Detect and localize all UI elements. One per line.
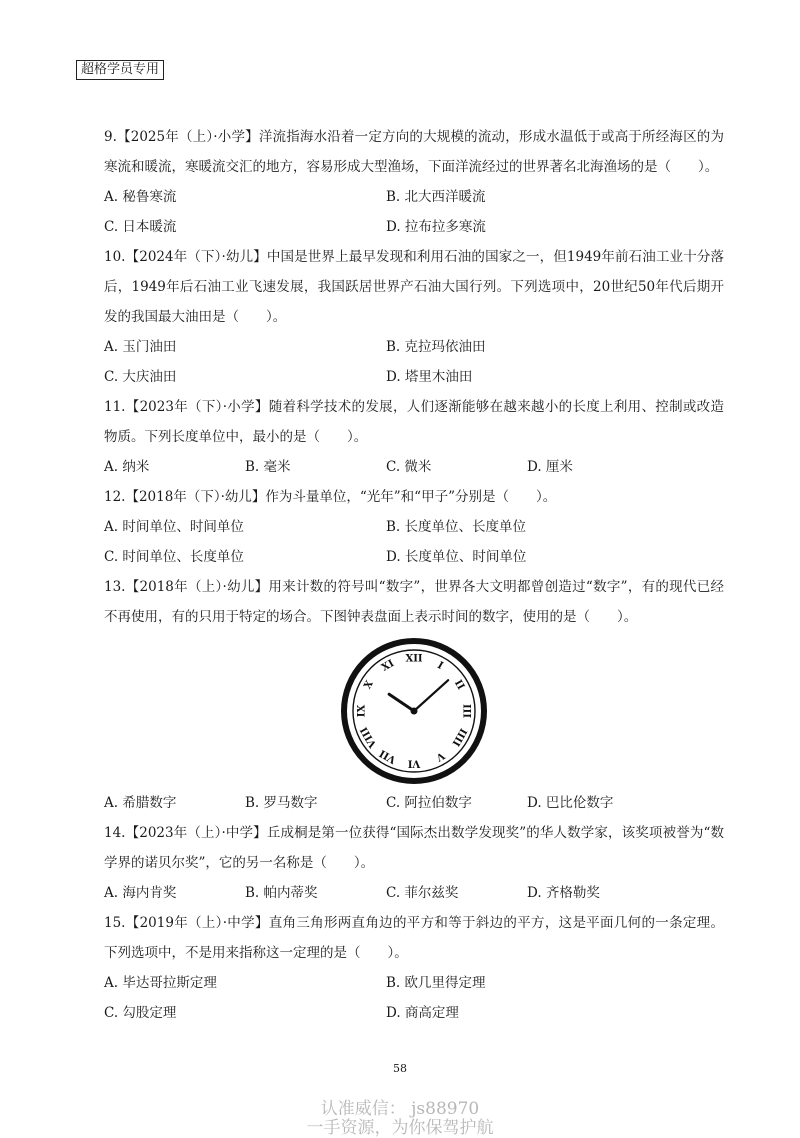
question-12: 12.【2018年（下）·幼儿】作为斗量单位，“光年”和“甲子”分别是（ ）。 (104, 489, 557, 505)
option-10-b: B. 克拉玛依油田 (386, 339, 486, 355)
watermark-line-1: 认准威信： js88970 (320, 1099, 480, 1119)
options-13 (104, 788, 724, 818)
option-11-a: A. 纳米 (104, 459, 150, 475)
option-10-d: D. 塔里木油田 (386, 369, 473, 385)
option-11-c: C. 微米 (386, 459, 432, 475)
option-9-b: B. 北大西洋暖流 (386, 189, 486, 205)
option-13-b: B. 罗马数字 (245, 795, 318, 811)
watermark-line-2: 一手资源，为你保驾护航 (306, 1118, 494, 1138)
options-14 (104, 878, 724, 908)
option-10-a: A. 玉门油田 (104, 339, 177, 355)
option-11-d: D. 厘米 (527, 459, 573, 475)
option-12-d: D. 长度单位、时间单位 (386, 549, 527, 565)
options-15 (104, 968, 724, 1028)
question-list (104, 122, 724, 1028)
options-10 (104, 332, 724, 392)
options-12 (104, 512, 724, 572)
option-12-b: B. 长度单位、长度单位 (386, 519, 527, 535)
clock-numeral: VI (407, 757, 421, 769)
roman-clock-icon (339, 636, 489, 786)
option-13-d: D. 巴比伦数字 (527, 795, 614, 811)
option-9-d: D. 拉布拉多寒流 (386, 219, 486, 235)
option-11-b: B. 毫米 (245, 459, 291, 475)
question-13: 13.【2018年（上）·幼儿】用来计数的符号叫“数字”，世界各大文明都曾创造过“数字”，有的现代已经不再使用，有的只用于特定的场合。下图钟表盘面上表示时间的数字，使用的是（ ）。 (104, 579, 724, 625)
clock-numeral: IX (356, 704, 368, 718)
clock-figure (104, 636, 724, 786)
question-15: 15.【2019年（上）·中学】直角三角形两直角边的平方和等于斜边的平方，这是平面几何的一条定理。下列选项中，不是用来指称这一定理的是（ ）。 (104, 915, 724, 961)
page-number: 58 (393, 1062, 407, 1075)
option-15-b: B. 欧几里得定理 (386, 975, 486, 991)
clock-numeral: X (362, 678, 376, 692)
clock-numeral: VII (377, 746, 399, 766)
question-14: 14.【2023年（上）·中学】丘成桐是第一位获得“国际杰出数学发现奖”的华人数学家，该奖项被誉为“数学界的诺贝尔奖”，它的另一名称是（ ）。 (104, 825, 724, 871)
header-tag: 超格学员专用 (76, 60, 164, 80)
clock-numeral: XI (379, 658, 397, 674)
option-13-c: C. 阿拉伯数字 (386, 795, 472, 811)
options-11 (104, 452, 724, 482)
clock-center-pin (411, 708, 418, 715)
clock-numeral: V (433, 749, 447, 763)
question-11: 11.【2023年（下）·小学】随着科学技术的发展，人们逐渐能够在越来越小的长度上利用、控制或改造物质。下列长度单位中，最小的是（ ）。 (104, 399, 724, 445)
clock-numeral: III (460, 703, 472, 719)
option-14-a: A. 海内肯奖 (104, 885, 177, 901)
option-10-c: C. 大庆油田 (104, 369, 177, 385)
option-14-d: D. 齐格勒奖 (527, 885, 600, 901)
question-9: 9.【2025年（上）·小学】洋流指海水沿着一定方向的大规模的流动，形成水温低于或高于所经海区的为寒流和暖流，寒暖流交汇的地方，容易形成大型渔场，下面洋流经过的世界著名北海渔场的是（ ）。 (104, 129, 724, 175)
clock-numeral: VIII (358, 724, 380, 750)
option-15-c: C. 勾股定理 (104, 1005, 177, 1021)
option-14-c: C. 菲尔兹奖 (386, 885, 459, 901)
clock-numeral: I (435, 660, 445, 672)
option-14-b: B. 帕内蒂奖 (245, 885, 318, 901)
clock-minute-hand (414, 680, 448, 711)
option-12-c: C. 时间单位、长度单位 (104, 549, 244, 565)
option-9-a: A. 秘鲁寒流 (104, 189, 177, 205)
clock-numeral: XII (405, 653, 423, 665)
clock-hour-hand (389, 694, 414, 711)
clock-numeral: II (451, 678, 467, 692)
options-9 (104, 182, 724, 242)
option-13-a: A. 希腊数字 (104, 795, 177, 811)
clock-numeral: IIII (449, 726, 469, 748)
option-12-a: A. 时间单位、时间单位 (104, 519, 244, 535)
question-10: 10.【2024年（下）·幼儿】中国是世界上最早发现和利用石油的国家之一，但1949年前石油工业十分落后，1949年后石油工业飞速发展，我国跃居世界产石油大国行列。下列选项中，20世纪50年代后期开发的我国最大油田是（ ）。 (104, 249, 724, 325)
option-15-d: D. 商高定理 (386, 1005, 459, 1021)
option-9-c: C. 日本暖流 (104, 219, 177, 235)
option-15-a: A. 毕达哥拉斯定理 (104, 975, 217, 991)
